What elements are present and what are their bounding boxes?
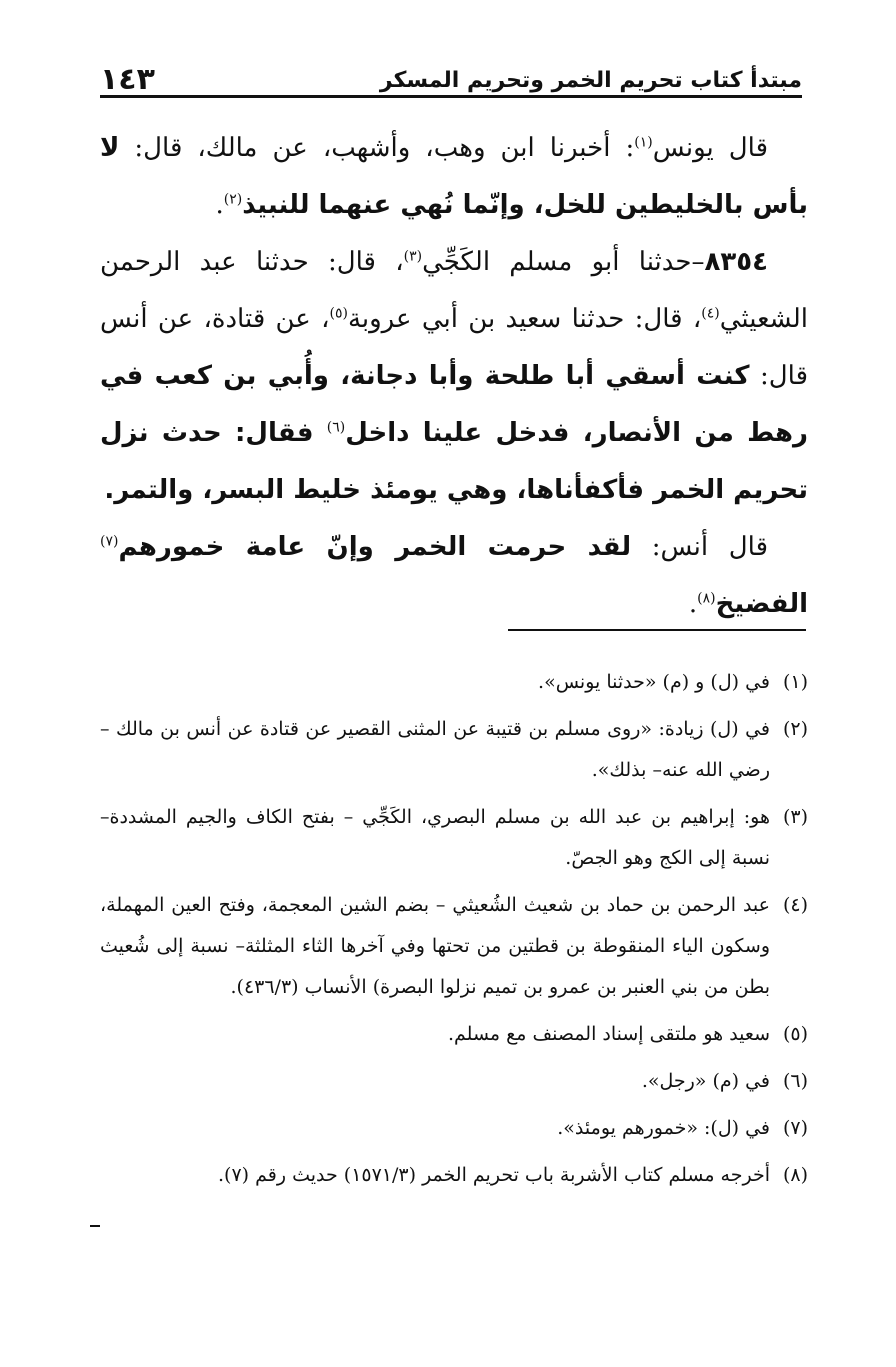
footnote-number: (٧) — [782, 1117, 808, 1139]
footnote-text: هو: إبراهيم بن عبد الله بن مسلم البصري، الكَجِّي – بفتح الكاف والجيم المشددة– نسبة إلى الكج وهو الجصّ. — [100, 806, 770, 869]
p2-bold-2: فقال: حدث نزل تحريم الخمر فأكفأناها، وهي يومئذ خليط البسر، والتمر. — [100, 418, 808, 505]
footnote-ref-6: (٦) — [326, 419, 346, 436]
footnote-number: (١) — [782, 671, 808, 693]
p3-text-2: . — [688, 589, 698, 619]
footnote — [100, 885, 808, 1008]
p3-bold-2: الفضيخ — [715, 589, 808, 619]
footnote-ref-4: (٤) — [701, 305, 720, 322]
footnote-text: في (م) «رجل». — [641, 1070, 770, 1092]
footnote-text: سعيد هو ملتقى إسناد المصنف مع مسلم. — [447, 1023, 770, 1045]
footnote — [100, 797, 808, 879]
p1-text-2: : أخبرنا ابن وهب، وأشهب، عن مالك، قال: — [119, 133, 635, 163]
p2-text-1: –حدثنا أبو مسلم الكَجِّي — [422, 247, 705, 277]
footnote — [100, 662, 808, 703]
footnote-number: (٦) — [782, 1070, 808, 1092]
footnote-ref-2: (٢) — [223, 191, 243, 208]
p3-bold-1: لقد حرمت الخمر وإنّ عامة خمورهم — [118, 532, 632, 562]
footnote-ref-8: (٨) — [697, 590, 716, 607]
p2-text-4: ، عن قتادة، عن أنس قال: — [100, 304, 808, 391]
footnote — [100, 1155, 808, 1196]
p1-bold-1: لا بأس بالخليطين للخل، وإنّما نُهي عنهما للنبيذ — [100, 133, 808, 220]
p2-text-2: ، قال: حدثنا عبد الرحمن الشعيثي — [100, 247, 808, 334]
p2-text-3: ، قال: حدثنا سعيد بن أبي عروبة — [347, 304, 702, 334]
p3-text-1: قال أنس: — [631, 532, 768, 562]
footnote — [100, 709, 808, 791]
bottom-mark — [90, 1225, 100, 1227]
footnote-ref-7: (٧) — [100, 533, 119, 550]
footnote-text: في (ل) و (م) «حدثنا يونس». — [538, 671, 770, 693]
footnotes — [100, 662, 808, 1202]
p1-text-3: . — [215, 190, 224, 220]
paragraph-1 — [100, 120, 808, 234]
running-header — [100, 62, 802, 98]
footnote-text: أخرجه مسلم كتاب الأشربة باب تحريم الخمر (١٥٧١/٣) حديث رقم (٧). — [218, 1164, 770, 1186]
footnote-ref-3: (٣) — [403, 248, 423, 265]
footnote — [100, 1014, 808, 1055]
footnote-text: عبد الرحمن بن حماد بن شعيث الشُعيثي – بضم الشين المعجمة، وفتح العين المهملة، وسكون الياء المنقوطة بن قطتين من تحتها وفي آخرها الثاء المثلثة– نسبة إلى شُعيث بطن من بني العنبر بن عمرو بن تميم نزلوا البصرة) الأنساب (٤٣٦/٣). — [100, 894, 770, 998]
page-number: ١٤٣ — [100, 62, 155, 97]
p2-bold-1: كنت أسقي أبا طلحة وأبا دجانة، وأُبي بن كعب في رهط من الأنصار، فدخل علينا داخل — [100, 361, 808, 448]
footnote-ref-1: (١) — [634, 134, 653, 151]
footnote — [100, 1108, 808, 1149]
footnote-separator — [508, 629, 806, 631]
footnote-ref-5: (٥) — [329, 305, 348, 322]
footnote-number: (٢) — [782, 718, 808, 740]
main-text — [100, 120, 808, 633]
footnote-number: (٥) — [782, 1023, 808, 1045]
hadith-number: ٨٣٥٤ — [704, 247, 768, 277]
p1-text-1: قال يونس — [652, 133, 768, 163]
footnote-number: (٨) — [782, 1164, 808, 1186]
footnote — [100, 1061, 808, 1102]
footnote-number: (٣) — [782, 806, 808, 828]
footnote-text: في (ل) زيادة: «روى مسلم بن قتيبة عن المثنى القصير عن قتادة عن أنس بن مالك – رضي الله عنه– بذلك». — [100, 718, 770, 781]
paragraph-2 — [100, 234, 808, 519]
header-title: مبتدأ كتاب تحريم الخمر وتحريم المسكر — [379, 68, 802, 93]
header-rule — [100, 95, 802, 98]
footnote-text: في (ل): «خمورهم يومئذ». — [557, 1117, 770, 1139]
paragraph-3 — [100, 519, 808, 633]
footnote-number: (٤) — [782, 894, 808, 916]
